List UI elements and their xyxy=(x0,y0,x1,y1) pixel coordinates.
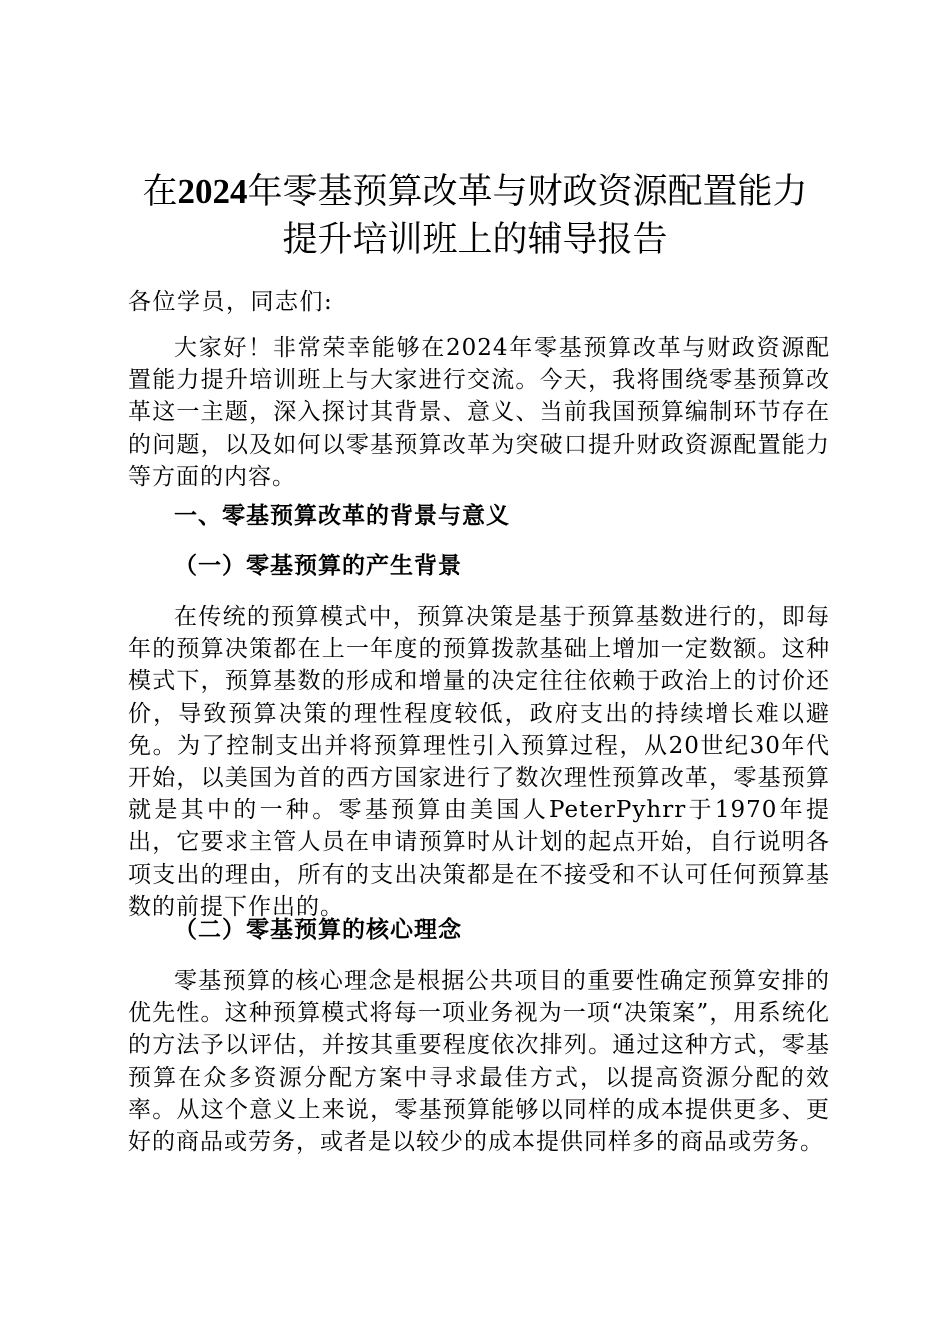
subsection-paragraph-1: 在传统的预算模式中，预算决策是基于预算基数进行的，即每年的预算决策都在上一年度的预算拨款基础上增加一定数额。这种模式下，预算基数的形成和增量的决定往往依赖于政治上的讨价还价，导致预算决策的理性程度较低，政府支出的持续增长难以避免。为了控制支出并将预算理性引入预算过程，从20世纪30年代开始，以美国为首的西方国家进行了数次理性预算改革，零基预算就是其中的一种。零基预算由美国人PeterPyhrr于1970年提出，它要求主管人员在申请预算时从计划的起点开始，自行说明各项支出的理由，所有的支出决策都是在不接受和不认可任何预算基数的前提下作出的。 xyxy=(128,604,830,920)
greeting: 各位学员，同志们: xyxy=(128,289,334,315)
title-line1-post: 年零基预算改革与财政资源配置能力 xyxy=(247,172,808,212)
subsection-paragraph-2: 零基预算的核心理念是根据公共项目的重要性确定预算安排的优先性。这种预算模式将每一项业务视为一项“决策案”，用系统化的方法予以评估，并按其重要程度依次排列。通过这种方式，零基预算在众多资源分配方案中寻求最佳方式，以提高资源分配的效率。从这个意义上来说，零基预算能够以同样的成本提供更多、更好的商品或劳务，或者是以较少的成本提供同样多的商品或劳务。 xyxy=(128,968,830,1156)
document-title xyxy=(120,168,830,264)
subsection-heading-1: （一）零基预算的产生背景 xyxy=(174,553,462,579)
title-year: 2024 xyxy=(177,172,248,211)
subsection-heading-2: （二）零基预算的核心理念 xyxy=(174,917,462,943)
title-line2: 提升培训班上的辅导报告 xyxy=(282,220,668,260)
section-heading-1: 一、零基预算改革的背景与意义 xyxy=(174,503,510,529)
title-line1-pre: 在 xyxy=(142,172,178,212)
intro-paragraph: 大家好！非常荣幸能够在2024年零基预算改革与财政资源配置能力提升培训班上与大家进行交流。今天，我将围绕零基预算改革这一主题，深入探讨其背景、意义、当前我国预算编制环节存在的问题，以及如何以零基预算改革为突破口提升财政资源配置能力等方面的内容。 xyxy=(128,335,830,490)
